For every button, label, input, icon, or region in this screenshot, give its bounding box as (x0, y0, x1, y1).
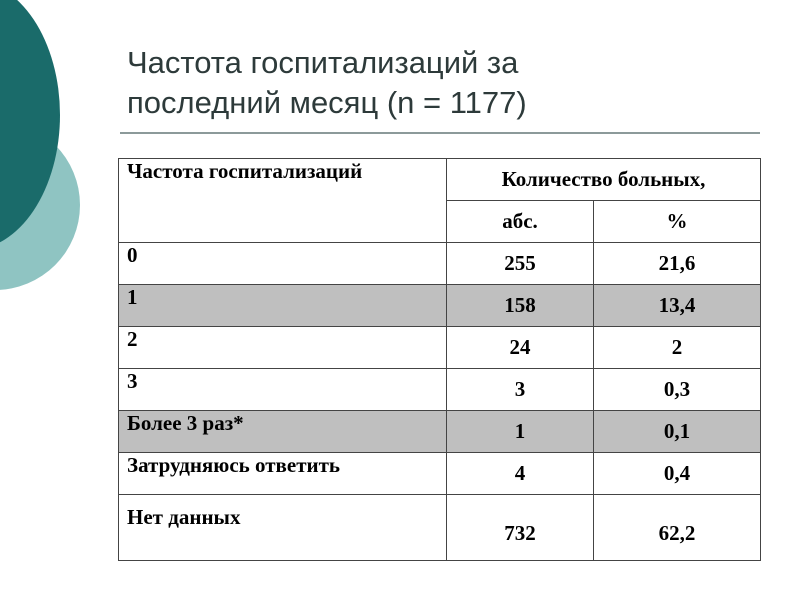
title-divider (120, 132, 760, 134)
row-label: 1 (119, 285, 447, 327)
header-patient-count: Количество больных, (447, 159, 761, 201)
row-percent: 0,3 (594, 369, 761, 411)
row-abs: 1 (447, 411, 594, 453)
hospitalization-table (118, 158, 761, 561)
row-abs: 4 (447, 453, 594, 495)
row-abs: 3 (447, 369, 594, 411)
row-percent: 0,1 (594, 411, 761, 453)
row-percent: 2 (594, 327, 761, 369)
row-percent: 0,4 (594, 453, 761, 495)
header-abs: абс. (447, 201, 594, 243)
row-percent: 21,6 (594, 243, 761, 285)
table-header-row (119, 159, 761, 201)
row-label: Затрудняюсь ответить (119, 453, 447, 495)
row-label: Нет данных (119, 495, 447, 561)
row-percent: 62,2 (594, 495, 761, 561)
table-row (119, 243, 761, 285)
slide-title-line-2: последний месяц (n = 1177) (127, 85, 527, 120)
row-abs: 158 (447, 285, 594, 327)
row-percent: 13,4 (594, 285, 761, 327)
row-abs: 24 (447, 327, 594, 369)
header-frequency: Частота госпитализаций (119, 159, 447, 243)
table-row (119, 327, 761, 369)
table-row (119, 495, 761, 561)
row-label: 0 (119, 243, 447, 285)
table-row (119, 453, 761, 495)
row-label: Более 3 раз* (119, 411, 447, 453)
table-row (119, 411, 761, 453)
table-row (119, 369, 761, 411)
header-percent: % (594, 201, 761, 243)
slide-title-line-1: Частота госпитализаций за (127, 45, 519, 80)
row-label: 3 (119, 369, 447, 411)
table-row (119, 285, 761, 327)
row-abs: 732 (447, 495, 594, 561)
slide-title (127, 43, 747, 123)
row-abs: 255 (447, 243, 594, 285)
row-label: 2 (119, 327, 447, 369)
